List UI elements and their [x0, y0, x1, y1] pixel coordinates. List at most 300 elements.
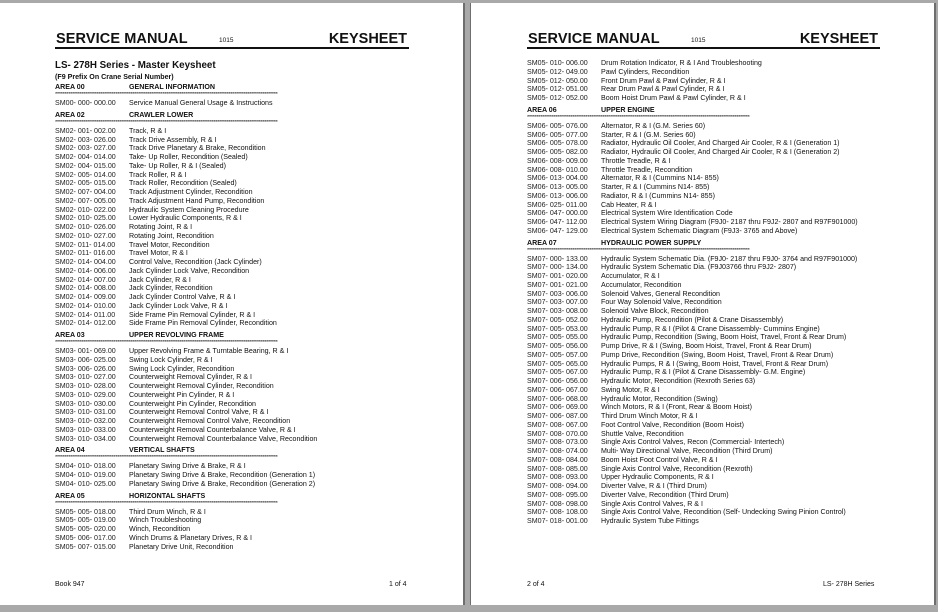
list-item [55, 365, 411, 374]
list-item [527, 183, 881, 192]
list-item [55, 171, 411, 180]
area-name: UPPER ENGINE [601, 105, 655, 114]
list-item [527, 456, 881, 465]
item-code: SM02- 011- 014.00 [55, 240, 116, 249]
item-code: SM02- 005- 015.00 [55, 179, 116, 188]
item-code: SM02- 007- 004.00 [55, 188, 116, 196]
area-heading [55, 445, 411, 455]
item-description: Four Way Solenoid Valve, Recondition [601, 298, 722, 307]
area-heading [527, 105, 881, 115]
item-code: SM07- 001- 020.00 [527, 272, 588, 280]
area-heading [55, 110, 411, 120]
item-description: Hydraulic System Cleaning Procedure [129, 205, 249, 214]
item-description: Hydraulic System Schematic Dia. (F9J03766 thru F9J2- 2807) [601, 263, 797, 272]
item-code: SM04- 010- 025.00 [55, 479, 116, 488]
item-description: Accumulator, Recondition [601, 280, 682, 289]
item-code: SM02- 010- 022.00 [55, 205, 116, 214]
list-item [527, 68, 881, 77]
list-item [55, 382, 411, 391]
item-description: Diverter Valve, R & I (Third Drum) [601, 482, 707, 490]
footer-page-number: 2 of 4 [527, 581, 545, 588]
item-code: SM06- 005- 076.00 [527, 121, 588, 130]
item-description: Pump Drive, Recondition (Swing, Boom Hoist, Travel, Front & Rear Drum) [601, 350, 834, 359]
divider: ********************************************************************************************************************** [55, 119, 278, 126]
list-item [55, 293, 411, 302]
item-description: Counterweight Removal Cylinder, R & I [129, 373, 253, 382]
list-item [55, 480, 411, 489]
item-description: Winch Drums & Planetary Drives, R & I [129, 533, 252, 542]
item-code: SM07- 008- 084.00 [527, 455, 588, 464]
item-description: Planetary Swing Drive & Brake, Recondition (Generation 1) [129, 471, 316, 479]
item-description: Travel Motor, R & I [129, 249, 188, 258]
list-item [527, 131, 881, 140]
page-2 [470, 3, 936, 605]
item-description: Third Drum Winch, R & I [129, 507, 206, 516]
item-description: Track Roller, Recondition (Sealed) [129, 179, 237, 188]
item-description: Throttle Treadle, Recondition [601, 165, 693, 174]
item-code: SM06- 008- 010.00 [527, 165, 588, 174]
item-description: Radiator, Hydraulic Oil Cooler, And Charged Air Cooler, R & I (Generation 2) [601, 148, 840, 156]
item-code: SM02- 014- 007.00 [55, 275, 116, 284]
document-title: LS- 278H Series - Master Keysheet [55, 60, 216, 71]
list-item [527, 122, 881, 131]
item-code: SM03- 010- 031.00 [55, 408, 116, 417]
item-code: SM07- 005- 065.00 [527, 359, 588, 368]
list-item [55, 153, 411, 162]
item-description: Electrical System Schematic Diagram (F9J3- 3765 and Above) [601, 226, 798, 235]
divider: ********************************************************************************************************************** [55, 500, 278, 507]
list-item [55, 373, 411, 382]
list-item [55, 232, 411, 241]
item-code: SM03- 001- 069.00 [55, 347, 116, 355]
list-item [55, 249, 411, 258]
item-description: Planetary Drive Unit, Recondition [129, 542, 234, 551]
item-description: Jack Cylinder Lock Valve, R & I [129, 301, 228, 310]
item-description: Take- Up Roller, Recondition (Sealed) [129, 153, 248, 161]
item-code: SM03- 010- 027.00 [55, 373, 116, 382]
list-item [527, 500, 881, 509]
page-header [55, 29, 409, 49]
item-code: SM07- 000- 134.00 [527, 263, 588, 272]
list-item [527, 316, 881, 325]
item-code: SM02- 003- 026.00 [55, 135, 116, 144]
item-code: SM06- 008- 009.00 [527, 156, 588, 165]
item-description: Counterweight Removal Control Valve, R & I [129, 408, 269, 417]
item-code: SM07- 005- 057.00 [527, 350, 588, 359]
item-description: Swing Lock Cylinder, R & I [129, 355, 213, 364]
list-item [527, 157, 881, 166]
list-item [527, 473, 881, 482]
item-description: Solenoid Valve Block, Recondition [601, 307, 709, 315]
item-description: Diverter Valve, Recondition (Third Drum) [601, 490, 729, 499]
area-code: AREA 04 [55, 446, 85, 455]
item-description: Accumulator, R & I [601, 272, 660, 280]
list-item [55, 162, 411, 171]
list-item [527, 403, 881, 412]
list-item [527, 139, 881, 148]
item-code: SM03- 010- 029.00 [55, 390, 116, 399]
item-code: SM05- 006- 017.00 [55, 533, 116, 542]
item-description: Single Axis Control Valves, Recon (Commercial- Intertech) [601, 438, 785, 447]
item-description: Starter, R & I (G.M. Series 60) [601, 130, 696, 139]
list-item [527, 255, 881, 264]
item-description: Hydraulic Pumps, R & I (Swing, Boom Hoist, Travel, Front & Rear Drum) [601, 359, 829, 368]
area-heading [55, 82, 411, 92]
item-code: SM07- 008- 074.00 [527, 447, 588, 455]
list-item [55, 302, 411, 311]
item-code: SM06- 013- 005.00 [527, 183, 588, 191]
area-name: CRAWLER LOWER [129, 110, 194, 119]
list-item [55, 179, 411, 188]
list-item [527, 342, 881, 351]
list-item [527, 201, 881, 210]
item-description: Alternator, R & I (G.M. Series 60) [601, 121, 706, 130]
list-item [527, 77, 881, 86]
document-subtitle: (F9 Prefix On Crane Serial Number) [55, 73, 174, 81]
list-item [527, 192, 881, 201]
list-item [527, 290, 881, 299]
list-item [527, 386, 881, 395]
area-code: AREA 00 [55, 83, 85, 91]
footer-book: Book 947 [55, 581, 85, 588]
list-item [527, 438, 881, 447]
item-code: SM02- 005- 014.00 [55, 170, 116, 179]
item-description: Drum Rotation Indicator, R & I And Troubleshooting [601, 59, 762, 67]
header-keysheet: KEYSHEET [328, 31, 407, 47]
list-item [55, 347, 411, 356]
item-description: Swing Motor, R & I [601, 385, 660, 394]
item-code: SM07- 008- 098.00 [527, 499, 588, 508]
list-item [527, 263, 881, 272]
item-description: Front Drum Pawl & Pawl Cylinder, R & I [601, 76, 726, 85]
list-item [527, 360, 881, 369]
item-code: SM07- 005- 053.00 [527, 324, 588, 333]
item-description: Counterweight Pin Cylinder, Recondition [129, 399, 256, 408]
item-code: SM07- 003- 007.00 [527, 298, 588, 307]
item-description: Upper Hydraulic Components, R & I [601, 473, 714, 482]
item-description: Hydraulic Motor, Recondition (Rexroth Series 63) [601, 377, 756, 385]
page-1 [0, 3, 465, 605]
item-description: Track Roller, R & I [129, 170, 187, 179]
list-item [55, 276, 411, 285]
list-item [55, 99, 411, 108]
list-item [527, 209, 881, 218]
item-code: SM03- 010- 032.00 [55, 417, 116, 425]
header-title: SERVICE MANUAL [528, 31, 660, 47]
area-name: HORIZONTAL SHAFTS [129, 491, 206, 500]
item-description: Electrical System Wire Identification Code [601, 209, 733, 218]
list-item [527, 307, 881, 316]
area-name: GENERAL INFORMATION [129, 83, 216, 91]
list-item [527, 368, 881, 377]
list-item [55, 391, 411, 400]
footer-page-number: 1 of 4 [389, 581, 407, 588]
item-description: Planetary Swing Drive & Brake, R & I [129, 462, 246, 471]
item-description: Hydraulic System Tube Fittings [601, 517, 699, 525]
item-description: Hydraulic Pump, R & I (Pilot & Crane Disassembly- Cummins Engine) [601, 324, 820, 333]
item-code: SM02- 007- 005.00 [55, 196, 116, 205]
item-description: Jack Cylinder, R & I [129, 275, 191, 284]
item-description: Rear Drum Pawl & Pawl Cylinder, R & I [601, 85, 725, 94]
item-code: SM07- 006- 087.00 [527, 412, 588, 420]
list-item [55, 197, 411, 206]
item-description: Control Valve, Recondition (Jack Cylinder) [129, 258, 262, 266]
list-item [55, 319, 411, 328]
item-description: Throttle Treadle, R & I [601, 156, 671, 165]
list-item [55, 408, 411, 417]
item-description: Third Drum Winch Motor, R & I [601, 412, 698, 420]
item-code: SM06- 047- 129.00 [527, 226, 588, 235]
item-code: SM02- 010- 027.00 [55, 231, 116, 240]
item-description: Track Drive Planetary & Brake, Recondition [129, 144, 266, 153]
item-code: SM06- 005- 077.00 [527, 130, 588, 139]
area-code: AREA 05 [55, 491, 85, 500]
item-code: SM05- 010- 006.00 [527, 59, 588, 67]
list-item [55, 144, 411, 153]
list-item [55, 534, 411, 543]
item-description: Lower Hydraulic Components, R & I [129, 214, 242, 223]
item-description: Cab Heater, R & I [601, 200, 657, 209]
item-code: SM02- 014- 012.00 [55, 319, 116, 328]
item-description: Jack Cylinder Lock Valve, Recondition [129, 266, 250, 275]
item-code: SM05- 005- 019.00 [55, 516, 116, 525]
keysheet-list [55, 60, 411, 551]
item-description: Track, R & I [129, 126, 167, 135]
item-code: SM02- 014- 006.00 [55, 266, 116, 275]
item-description: Hydraulic System Schematic Dia. (F9J0- 2187 thru F9J0- 3764 and R97F901000) [601, 254, 858, 263]
item-code: SM02- 014- 004.00 [55, 258, 116, 266]
item-code: SM07- 008- 094.00 [527, 482, 588, 490]
item-code: SM07- 006- 067.00 [527, 385, 588, 394]
item-description: Starter, R & I (Cummins N14- 855) [601, 183, 710, 191]
item-description: Hydraulic Pump, Recondition (Swing, Boom Hoist, Travel, Front & Rear Drum) [601, 333, 847, 342]
page-header [527, 29, 880, 49]
item-description: Electrical System Wiring Diagram (F9J0- 2187 thru F9J2- 2807 and R97F901000) [601, 218, 858, 226]
list-item [527, 421, 881, 430]
list-item [55, 127, 411, 136]
item-description: Jack Cylinder, Recondition [129, 284, 213, 293]
list-item [527, 491, 881, 500]
list-item [527, 430, 881, 439]
item-description: Counterweight Removal Counterbalance Valve, R & I [129, 425, 296, 434]
item-code: SM07- 003- 008.00 [527, 307, 588, 315]
list-item [55, 435, 411, 444]
item-code: SM02- 003- 027.00 [55, 144, 116, 153]
item-description: Hydraulic Pump, R & I (Pilot & Crane Disassembly- G.M. Engine) [601, 368, 806, 377]
item-code: SM07- 003- 006.00 [527, 289, 588, 298]
list-item [55, 516, 411, 525]
area-name: VERTICAL SHAFTS [129, 446, 195, 455]
item-code: SM06- 047- 112.00 [527, 218, 588, 226]
list-item [527, 482, 881, 491]
item-code: SM00- 000- 000.00 [55, 99, 116, 107]
divider: ********************************************************************************************************************** [527, 247, 750, 254]
list-item [527, 94, 881, 103]
list-item [527, 377, 881, 386]
list-item [527, 298, 881, 307]
area-code: AREA 07 [527, 238, 557, 247]
list-item [527, 166, 881, 175]
list-item [527, 148, 881, 157]
list-item [55, 543, 411, 552]
item-description: Travel Motor, Recondition [129, 240, 210, 249]
list-item [527, 272, 881, 281]
list-item [55, 471, 411, 480]
item-code: SM04- 010- 019.00 [55, 471, 116, 479]
item-description: Multi- Way Directional Valve, Recondition (Third Drum) [601, 447, 773, 455]
list-item [527, 59, 881, 68]
item-code: SM02- 014- 010.00 [55, 301, 116, 310]
item-code: SM07- 006- 068.00 [527, 394, 588, 403]
area-heading [55, 330, 411, 340]
item-code: SM03- 010- 028.00 [55, 382, 116, 390]
list-item [527, 174, 881, 183]
item-code: SM02- 004- 015.00 [55, 161, 116, 170]
list-item [55, 267, 411, 276]
item-description: Solenoid Valves, General Recondition [601, 289, 720, 298]
area-heading [527, 238, 881, 248]
list-item [527, 508, 881, 517]
list-item [527, 351, 881, 360]
item-code: SM03- 006- 026.00 [55, 364, 116, 373]
item-code: SM05- 012- 051.00 [527, 85, 588, 94]
item-code: SM07- 008- 093.00 [527, 473, 588, 482]
footer-series: LS- 278H Series [823, 581, 875, 588]
item-description: Rotating Joint, Recondition [129, 231, 214, 240]
list-item [527, 218, 881, 227]
item-description: Hydraulic Pump, Recondition (Pilot & Crane Disassembly) [601, 315, 784, 324]
item-description: Single Axis Control Valve, Recondition (Rexroth) [601, 464, 753, 473]
item-code: SM05- 007- 015.00 [55, 542, 116, 551]
item-code: SM07- 008- 085.00 [527, 464, 588, 473]
list-item [527, 412, 881, 421]
list-item [55, 462, 411, 471]
divider: ********************************************************************************************************************** [55, 92, 278, 98]
item-code: SM02- 011- 016.00 [55, 249, 116, 258]
list-item [527, 333, 881, 342]
list-item [527, 447, 881, 456]
list-item [55, 241, 411, 250]
area-name: UPPER REVOLVING FRAME [129, 331, 224, 339]
item-description: Winch Troubleshooting [129, 516, 202, 525]
item-description: Pump Drive, R & I (Swing, Boom Hoist, Travel, Front & Rear Drum) [601, 342, 812, 350]
list-item [527, 517, 881, 526]
keysheet-list [527, 59, 881, 526]
item-description: Take- Up Roller, R & I (Sealed) [129, 161, 226, 170]
header-number: 1015 [219, 37, 234, 44]
list-item [527, 227, 881, 236]
item-description: Radiator, Hydraulic Oil Cooler, And Charged Air Cooler, R & I (Generation 1) [601, 139, 840, 148]
item-code: SM02- 014- 009.00 [55, 293, 116, 301]
item-description: Side Frame Pin Removal Cylinder, Recondition [129, 319, 277, 328]
list-item [55, 214, 411, 223]
list-item [55, 258, 411, 267]
item-description: Counterweight Removal Control Valve, Recondition [129, 417, 291, 425]
item-code: SM03- 010- 030.00 [55, 399, 116, 408]
item-code: SM07- 001- 021.00 [527, 280, 588, 289]
divider: ********************************************************************************************************************** [55, 455, 278, 462]
list-item [55, 223, 411, 232]
list-item [55, 311, 411, 320]
item-code: SM05- 005- 018.00 [55, 507, 116, 516]
item-code: SM03- 010- 034.00 [55, 434, 116, 443]
item-code: SM07- 008- 070.00 [527, 429, 588, 438]
item-description: Counterweight Removal Counterbalance Valve, Recondition [129, 434, 318, 443]
item-code: SM02- 001- 002.00 [55, 126, 116, 135]
area-code: AREA 02 [55, 110, 85, 119]
item-code: SM03- 010- 033.00 [55, 425, 116, 434]
item-description: Boom Hoist Drum Pawl & Pawl Cylinder, R & I [601, 94, 746, 102]
item-description: Hydraulic Motor, Recondition (Swing) [601, 394, 718, 403]
item-description: Winch Motors, R & I (Front, Rear & Boom Hoist) [601, 403, 752, 412]
item-code: SM05- 005- 020.00 [55, 525, 116, 533]
item-description: Shuttle Valve, Recondition [601, 429, 684, 438]
item-code: SM07- 008- 108.00 [527, 508, 588, 517]
header-keysheet: KEYSHEET [799, 31, 878, 47]
item-code: SM07- 005- 052.00 [527, 315, 588, 324]
item-code: SM05- 012- 049.00 [527, 67, 588, 76]
area-name: HYDRAULIC POWER SUPPLY [601, 238, 702, 247]
item-description: Jack Cylinder Control Valve, R & I [129, 293, 236, 301]
divider: ********************************************************************************************************************** [55, 340, 278, 346]
item-code: SM07- 005- 056.00 [527, 342, 588, 350]
item-code: SM02- 014- 008.00 [55, 284, 116, 293]
item-description: Upper Revolving Frame & Turntable Bearing, R & I [129, 347, 289, 355]
item-description: Foot Control Valve, Recondition (Boom Hoist) [601, 420, 744, 429]
item-description: Track Adjustment Hand Pump, Recondition [129, 196, 265, 205]
list-item [55, 136, 411, 145]
item-code: SM06- 013- 006.00 [527, 191, 588, 200]
item-description: Service Manual General Usage & Instructions [129, 99, 273, 107]
item-description: Rotating Joint, R & I [129, 223, 193, 231]
list-item [527, 325, 881, 334]
item-code: SM05- 012- 050.00 [527, 76, 588, 85]
item-description: Swing Lock Cylinder, Recondition [129, 364, 235, 373]
item-code: SM06- 005- 082.00 [527, 148, 588, 156]
item-code: SM07- 000- 133.00 [527, 254, 588, 263]
item-description: Pawl Cylinders, Recondition [601, 67, 690, 76]
item-description: Single Axis Control Valve, Recondition (Self- Undecking Swing Pinion Control) [601, 508, 846, 517]
item-code: SM07- 005- 055.00 [527, 333, 588, 342]
list-item [55, 508, 411, 517]
item-code: SM07- 008- 095.00 [527, 490, 588, 499]
item-code: SM02- 010- 025.00 [55, 214, 116, 223]
item-code: SM07- 006- 069.00 [527, 403, 588, 412]
item-description: Boom Hoist Foot Control Valve, R & I [601, 455, 718, 464]
item-code: SM07- 008- 073.00 [527, 438, 588, 447]
item-code: SM04- 010- 018.00 [55, 462, 116, 471]
item-code: SM07- 005- 067.00 [527, 368, 588, 377]
list-item [55, 356, 411, 365]
list-item [55, 188, 411, 197]
list-item [55, 417, 411, 426]
item-description: Planetary Swing Drive & Brake, Recondition (Generation 2) [129, 479, 316, 488]
item-code: SM02- 004- 014.00 [55, 153, 116, 161]
item-description: Winch, Recondition [129, 525, 191, 533]
list-item [55, 426, 411, 435]
area-heading [55, 491, 411, 501]
item-description: Single Axis Control Valves, R & I [601, 499, 703, 508]
item-code: SM02- 014- 011.00 [55, 310, 116, 319]
item-code: SM06- 025- 011.00 [527, 200, 588, 209]
item-code: SM07- 018- 001.00 [527, 517, 588, 525]
list-item [527, 395, 881, 404]
item-code: SM06- 047- 000.00 [527, 209, 588, 218]
item-description: Alternator, R & I (Cummins N14- 855) [601, 174, 719, 183]
list-item [55, 206, 411, 215]
item-code: SM06- 005- 078.00 [527, 139, 588, 148]
list-item [55, 284, 411, 293]
